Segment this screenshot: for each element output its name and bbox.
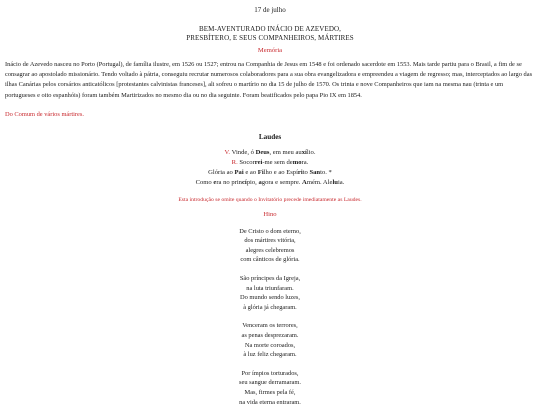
text-fragment: San — [309, 169, 321, 177]
versicle-text — [230, 149, 315, 156]
rubric-note: Esta introdução se omite quando o Invitatório precede imediatamente as Laudes. — [178, 196, 362, 203]
feast-title — [5, 25, 535, 43]
date-heading: 17 de julho — [254, 6, 286, 14]
common-note: Do Comum de vários mártires. — [5, 110, 84, 118]
hymn-line: na vida eterna entraram. — [239, 398, 301, 406]
hymn-line: São príncipes da Igreja, — [239, 275, 301, 282]
text-fragment: A — [302, 179, 307, 187]
hymn-line: à luz feliz chegaram. — [243, 351, 297, 359]
gloria-line-2 — [5, 178, 535, 188]
text-fragment: lu — [332, 179, 338, 187]
text-fragment: pio, — [246, 179, 259, 187]
text-fragment: -me sem de — [262, 159, 293, 167]
text-fragment: Fi — [257, 169, 264, 177]
gloria-line-1 — [5, 168, 535, 178]
invitatory-verses — [5, 148, 535, 189]
hymn-line: Na morte coroados, — [244, 341, 296, 349]
gloria-text-2 — [196, 179, 345, 186]
text-fragment: mém. Ale — [306, 179, 333, 187]
versicle-mark: V. — [224, 148, 231, 156]
text-fragment: a — [258, 179, 262, 187]
text-fragment: lho e ao Espí — [263, 169, 298, 177]
text-fragment: Deus — [255, 148, 270, 156]
hymn-line: Venceram os terrores, — [242, 322, 298, 330]
hymn-line: as penas desprezaram. — [241, 331, 299, 339]
hymn-line: Do mundo sendo luzes, — [240, 294, 300, 302]
text-fragment: Vinde, ó — [230, 148, 256, 156]
feast-title-line-2: PRESBÍTERO, E SEUS COMPANHEIROS, MÁRTIRES — [186, 34, 354, 42]
text-fragment: Como — [195, 179, 214, 187]
text-fragment: e — [213, 179, 217, 187]
text-fragment: lio. — [306, 148, 316, 156]
hymn-stanza — [5, 369, 535, 407]
text-fragment: ia. — [337, 179, 345, 187]
hymn-line: De Cristo o dom eterno, — [239, 227, 301, 235]
response-mark: R. — [231, 159, 238, 167]
text-fragment: ra. — [301, 159, 309, 167]
text-fragment: mo — [292, 159, 302, 167]
hymn-line: com cânticos de glória. — [240, 256, 300, 264]
text-fragment: Glória ao — [208, 169, 235, 177]
hymn-stanza — [5, 321, 535, 359]
text-fragment: e ao — [243, 169, 258, 177]
hymn-line: à glória já chegaram. — [243, 303, 297, 311]
versicle-line — [5, 148, 535, 158]
biography-paragraph: Inácio de Azevedo nasceu no Porto (Portugal), de família ilustre, em 1526 ou 1527; entrou na Companhia de Jesus em 1548 e foi ordenado sacerdote em 1553. Mais tarde partiu para o Brasil, a fim de se consagrar ao apostolado missionário. Tendo voltado à pátria, conseguiu recrutar numerosos colaboradores para a sua obra evangelizadora e empreendeu a viagem de regresso; mas, interceptados ao largo das ilhas Canárias pelos corsários anticatólicos [protestantes calvinistas franceses], ali sofreu o martírio no dia 15 de julho de 1570. Os trinta e nove Companheiros que iam na mesma nau (trinta e um portugueses e oito espanhóis) foram também Martirizados no mesmo dia ou no dia seguinte. Foram beatificados pelo papa Pio IX em 1854. — [5, 61, 533, 99]
text-fragment: , em meu au — [269, 148, 302, 156]
hymn-line: Por ímpios torturados, — [241, 369, 299, 377]
text-fragment: to — [302, 169, 310, 177]
hymn-line: seu sangue derramaram. — [239, 379, 301, 387]
hymn-line: alegres celebremos — [245, 246, 295, 254]
text-fragment: to. * — [320, 169, 332, 177]
text-fragment: cí — [241, 179, 247, 187]
liturgical-rank: Memória — [257, 47, 283, 54]
hymn-line: Mas, firmes pela fé, — [244, 388, 296, 396]
feast-title-line-1: BEM-AVENTURADO INÁCIO DE AZEVEDO, — [199, 25, 341, 33]
text-fragment: rei — [254, 159, 263, 167]
hymn-line: dos mártires vitória, — [244, 237, 296, 245]
text-fragment: xí — [301, 148, 307, 156]
hymn-line: na luta triunfaram. — [246, 284, 294, 292]
hymn-stanza — [5, 227, 535, 265]
laudes-heading: Laudes — [258, 132, 282, 141]
response-line — [5, 158, 535, 168]
text-fragment: gora e sempre. — [261, 179, 303, 187]
hymn-body — [5, 227, 535, 407]
text-fragment: ra no prin — [216, 179, 242, 187]
text-fragment: ri — [297, 169, 303, 177]
hymn-heading: Hino — [263, 210, 277, 218]
text-fragment: Socor — [237, 159, 255, 167]
gloria-text-1 — [208, 169, 332, 176]
hymn-stanza — [5, 274, 535, 312]
text-fragment: Pai — [234, 169, 244, 177]
response-text — [238, 159, 309, 166]
